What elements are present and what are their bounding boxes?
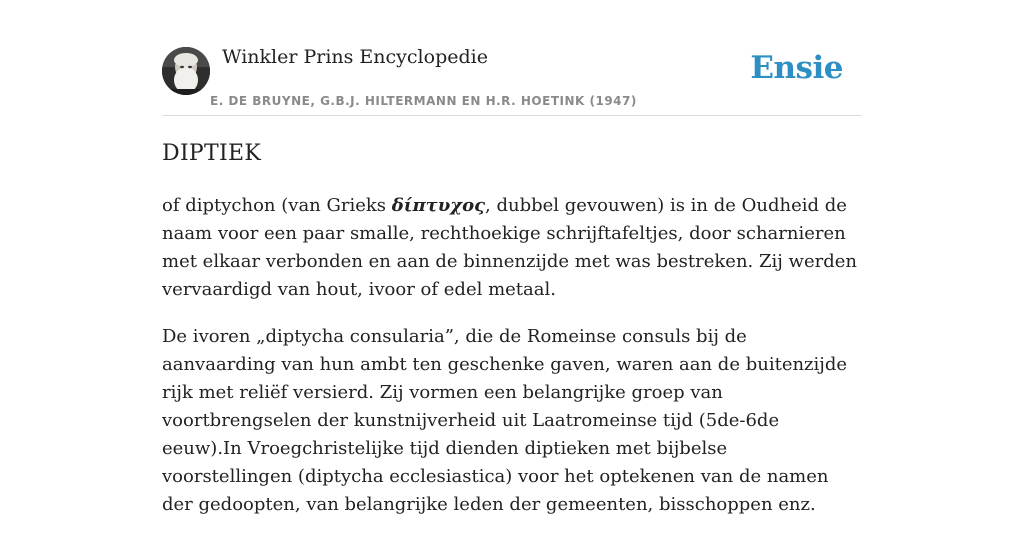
header-divider — [162, 115, 862, 116]
paragraph-1 — [162, 192, 862, 304]
brand-logo[interactable]: Ensie — [750, 50, 843, 86]
site-title[interactable]: Winkler Prins Encyclopedie — [222, 46, 488, 68]
article-title: DIPTIEK — [162, 141, 262, 166]
authors-credit: E. DE BRUYNE, G.B.J. HILTERMANN EN H.R. HOETINK (1947) — [210, 94, 637, 108]
paragraph-1-intro: of diptychon (van Grieks — [162, 195, 392, 216]
paragraph-2: De ivoren „diptycha consularia”, die de Romeinse consuls bij de aanvaarding van hun ambt ten geschenke gaven, waren aan de buitenzijde rijk met reliëf versierd. Zij vormen een belangrijke groep van voortbrengselen der kunstnijverheid uit Laatromeinse tijd (5de-6de eeuw).In Vroegchristelijke tijd dienden diptieken met bijbelse voorstellingen (diptycha ecclesiastica) voor het optekenen van de namen der gedoopten, van belangrijke leden der gemeenten, bisschoppen enz. — [162, 326, 848, 515]
author-avatar — [162, 47, 210, 95]
paragraph-1-rest: , dubbel gevouwen) is in de Oudheid de naam voor een paar smalle, rechthoekige schrijftafeltjes, door scharnieren met elkaar verbonden en aan de binnenzijde met was bestreken. Zij werden vervaardigd van hout, ivoor of edel metaal. — [162, 195, 857, 300]
portrait-image — [162, 47, 210, 95]
greek-term: δίπτυχος — [391, 195, 486, 216]
article-body — [162, 192, 862, 538]
